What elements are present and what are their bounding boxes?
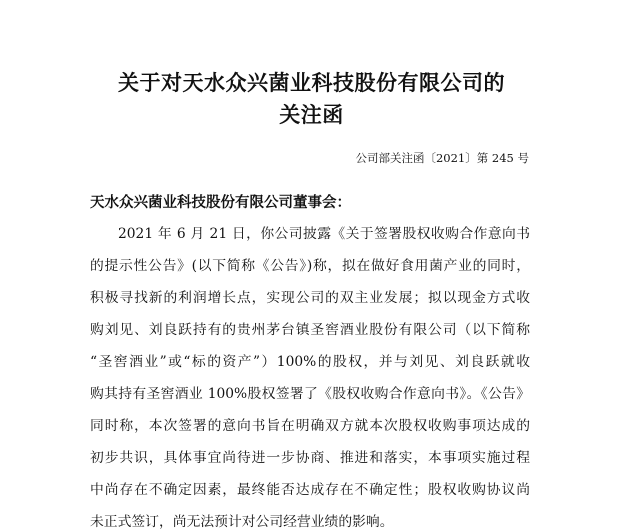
- body-line: 同时称，本次签署的意向书旨在明确双方就本次股权收购事项达成的: [90, 418, 530, 434]
- document-title-line-1: 关于对天水众兴菌业科技股份有限公司的: [118, 71, 505, 95]
- body-line: 购刘见、刘良跃持有的贵州茅台镇圣窖酒业股份有限公司（以下简称: [90, 322, 530, 338]
- body-line: 积极寻找新的利润增长点，实现公司的双主业发展；拟以现金方式收: [90, 290, 530, 306]
- body-line: “圣窖酒业”或“标的资产”）100%的股权，并与刘见、刘良跃就收: [90, 354, 530, 370]
- body-line: 购其持有圣窖酒业 100%股权签署了《股权收购合作意向书》。《公告》: [90, 386, 530, 402]
- body-line: 的提示性公告》(以下简称《公告》)称，拟在做好食用菌产业的同时，: [90, 258, 530, 274]
- body-line: 未正式签订，尚无法预计对公司经营业绩的影响。: [90, 514, 394, 530]
- addressee: 天水众兴菌业科技股份有限公司董事会：: [90, 195, 351, 211]
- body-line: 2021 年 6 月 21 日，你公司披露《关于签署股权收购合作意向书: [118, 226, 530, 242]
- document-reference-number: 公司部关注函〔2021〕第 245 号: [355, 151, 529, 165]
- body-line: 初步共识，具体事宜尚待进一步协商、推进和落实，本事项实施过程: [90, 450, 530, 466]
- document-title-line-2: 关注函: [279, 103, 344, 127]
- body-line: 中尚存在不确定因素，最终能否达成存在不确定性；股权收购协议尚: [90, 482, 530, 498]
